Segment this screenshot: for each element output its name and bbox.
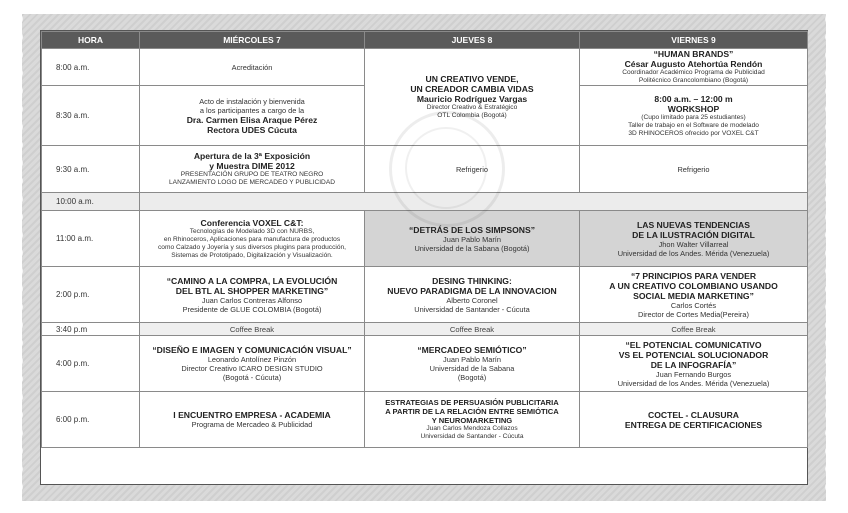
postmark-watermark-inner <box>405 127 487 209</box>
thu-refrigerio: Refrigerio <box>365 146 580 193</box>
wed-encuentro: I ENCUENTRO EMPRESA - ACADEMIA Programa de Mercadeo & Publicidad <box>140 392 365 448</box>
time-cell: 3:40 p.m <box>42 323 140 336</box>
wed-acreditacion: Acreditación <box>140 49 365 86</box>
thu-desing: DESING THINKING: NUEVO PARADIGMA DE LA INNOVACION Alberto Coronel Universidad de Santander - Cúcuta <box>365 267 580 323</box>
table-row <box>42 323 808 336</box>
fri-workshop: 8:00 a.m. – 12:00 m WORKSHOP (Cupo limitado para 25 estudiantes) Taller de trabajo en el Software de modelado 3D RHINOCEROS ofrecido por VOXEL C&T <box>580 86 808 146</box>
header-friday: VIERNES 9 <box>580 32 808 49</box>
table-row <box>42 267 808 323</box>
stamp-perforation-left <box>9 10 23 505</box>
header-wednesday: MIÉRCOLES 7 <box>140 32 365 49</box>
time-cell: 6:00 p.m. <box>42 392 140 448</box>
header-hora: HORA <box>42 32 140 49</box>
fri-potencial: “EL POTENCIAL COMUNICATIVO VS EL POTENCIAL SOLUCIONADOR DE LA INFOGRAFÍA” Juan Fernando Burgos Universidad de los Andes. Mérida (Venezuela) <box>580 336 808 392</box>
wed-coffee-break: Coffee Break <box>140 323 365 336</box>
fri-human-brands: “HUMAN BRANDS” César Augusto Atehortúa Rendón Coordinador Académico Programa de Publicidad Politécnico Grancolombiano (Bogotá) <box>580 49 808 86</box>
thu-simpsons: “DETRÁS DE LOS SIMPSONS” Juan Pablo Marín Universidad de la Sabana (Bogotá) <box>365 211 580 267</box>
fri-coctel: COCTEL - CLAUSURA ENTREGA DE CERTIFICACIONES <box>580 392 808 448</box>
time-cell: 4:00 p.m. <box>42 336 140 392</box>
wed-diseno: “DISEÑO E IMAGEN Y COMUNICACIÓN VISUAL” Leonardo Antolínez Pinzón Director Creativo ICARO DESIGN STUDIO (Bogotá - Cúcuta) <box>140 336 365 392</box>
schedule-sheet <box>40 30 808 485</box>
fri-tendencias: LAS NUEVAS TENDENCIAS DE LA ILUSTRACIÓN DIGITAL Jhon Walter Villarreal Universidad de los Andes. Mérida (Venezuela) <box>580 211 808 267</box>
table-row <box>42 49 808 86</box>
wed-voxel: Conferencia VOXEL C&T: Tecnologías de Modelado 3D con NURBS, en Rhinoceros, Aplicaciones para manufactura de productos como Calzado y Joyería y sus diversos plugins para producción, Sistemas de Prototipado, Digitalización y Visualización. <box>140 211 365 267</box>
time-cell: 11:00 a.m. <box>42 211 140 267</box>
wed-apertura: Apertura de la 3ª Exposición y Muestra DIME 2012 PRESENTACIÓN GRUPO DE TEATRO NEGRO LANZAMIENTO LOGO DE MERCADEO Y PUBLICIDAD <box>140 146 365 193</box>
thu-estrategias: ESTRATEGIAS DE PERSUASIÓN PUBLICITARIA A PARTIR DE LA RELACIÓN ENTRE SEMIÓTICA Y NEUROMARKETING Juan Carlos Mendoza Collazos Universidad de Santander - Cúcuta <box>365 392 580 448</box>
header-thursday: JUEVES 8 <box>365 32 580 49</box>
stamp-perforation-right <box>825 10 839 505</box>
time-cell: 8:30 a.m. <box>42 86 140 146</box>
thu-semiotico: “MERCADEO SEMIÓTICO” Juan Pablo Marín Universidad de la Sabana (Bogotá) <box>365 336 580 392</box>
wed-camino: “CAMINO A LA COMPRA, LA EVOLUCIÓN DEL BTL AL SHOPPER MARKETING” Juan Carlos Contreras Alfonso Presidente de GLUE COLOMBIA (Bogotá) <box>140 267 365 323</box>
wed-acto: Acto de instalación y bienvenida a los participantes a cargo de la Dra. Carmen Elisa Araque Pérez Rectora UDES Cúcuta <box>140 86 365 146</box>
schedule-table <box>41 31 808 448</box>
time-cell: 2:00 p.m. <box>42 267 140 323</box>
header-row <box>42 32 808 49</box>
table-row <box>42 392 808 448</box>
time-cell: 9:30 a.m. <box>42 146 140 193</box>
fri-coffee-break: Coffee Break <box>580 323 808 336</box>
time-cell: 8:00 a.m. <box>42 49 140 86</box>
fri-refrigerio: Refrigerio <box>580 146 808 193</box>
thu-coffee-break: Coffee Break <box>365 323 580 336</box>
table-row <box>42 336 808 392</box>
fri-principios: “7 PRINCIPIOS PARA VENDER A UN CREATIVO COLOMBIANO USANDO SOCIAL MEDIA MARKETING” Carlos Cortés Director de Cortes Media(Pereira) <box>580 267 808 323</box>
time-cell: 10:00 a.m. <box>42 193 140 211</box>
thu-creativo-session: UN CREATIVO VENDE, UN CREADOR CAMBIA VIDAS Mauricio Rodríguez Vargas Director Creativo & Estratégico OTL Colombia (Bogotá) <box>365 49 580 146</box>
